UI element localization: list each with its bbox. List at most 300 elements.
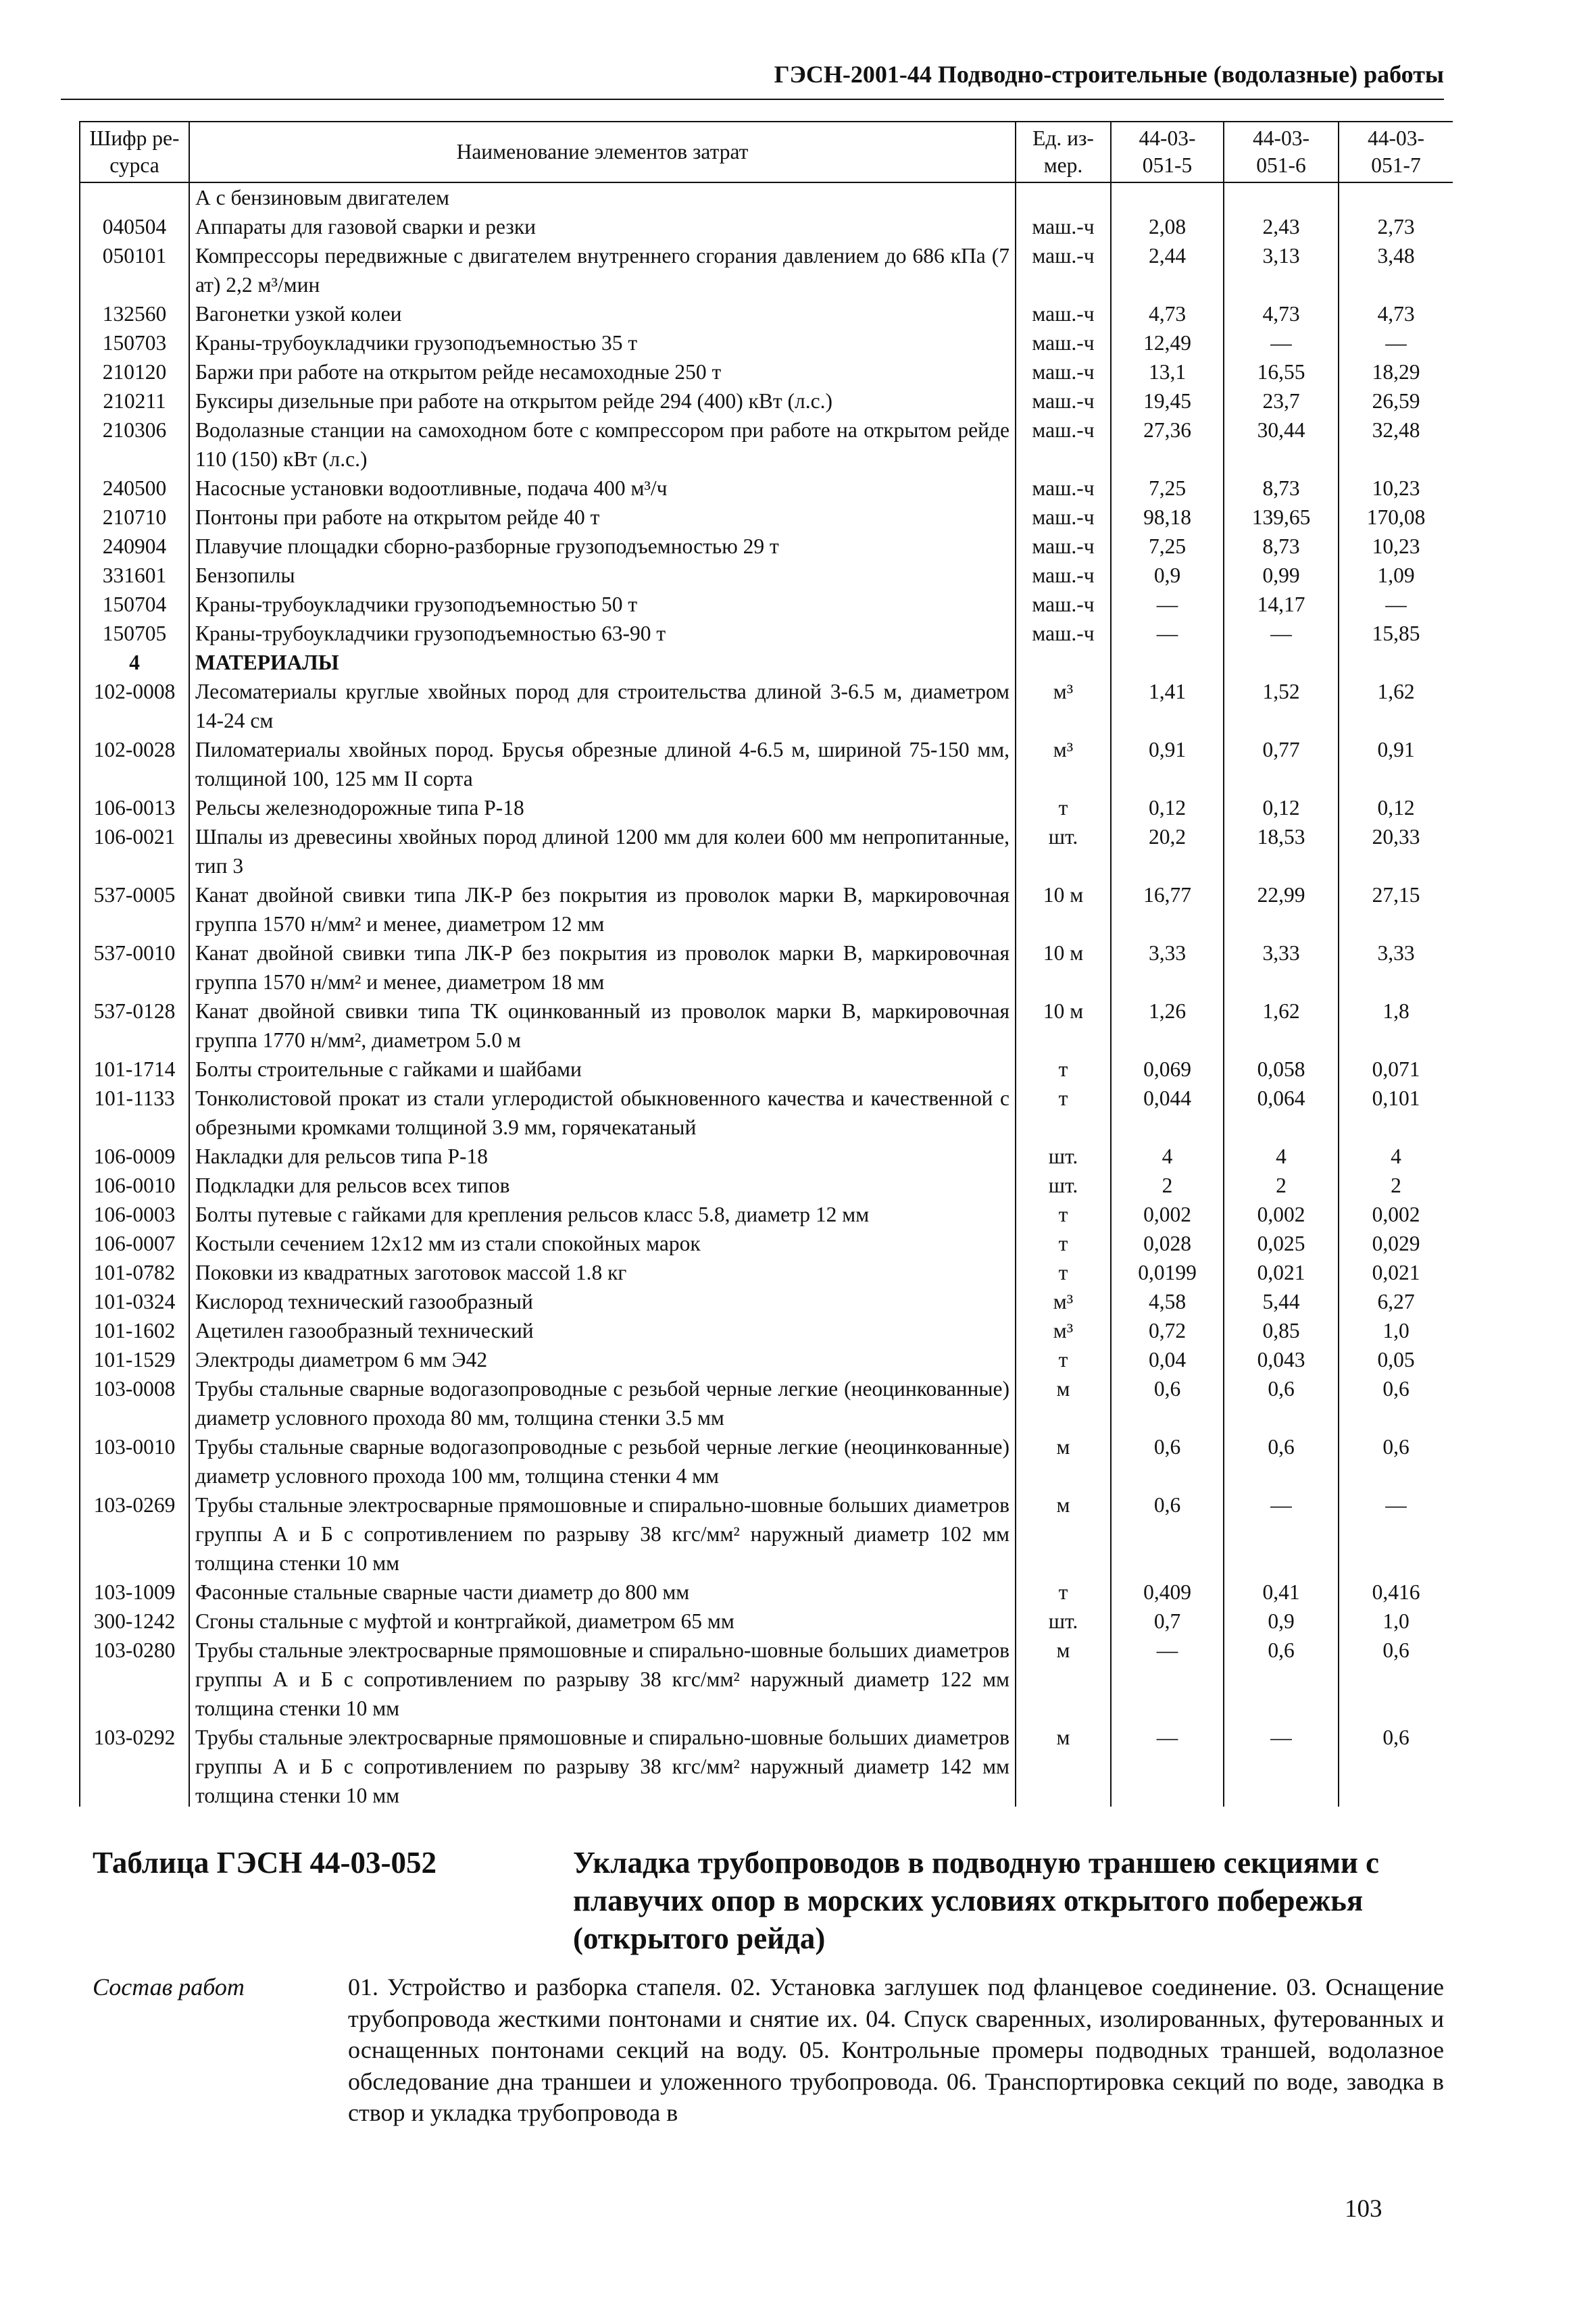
cell-name: Краны-трубоукладчики грузоподъемностью 35 т <box>189 328 1016 357</box>
cell-051-7: 0,6 <box>1339 1723 1453 1807</box>
cell-name: Канат двойной свивки типа ЛК-Р без покрытия из проволок марки В, маркировочная группа 1570 н/мм² и менее, диаметром 18 мм <box>189 938 1016 997</box>
cell-051-7: 4,73 <box>1339 299 1453 328</box>
cell-unit: т <box>1016 1084 1111 1142</box>
cell-name: Сгоны стальные с муфтой и контргайкой, диаметром 65 мм <box>189 1607 1016 1636</box>
cell-051-6: 1,52 <box>1224 677 1339 735</box>
cell-unit: маш.-ч <box>1016 299 1111 328</box>
col-header-code-line1: Шифр ре- <box>89 126 180 150</box>
cell-051-5: 0,12 <box>1111 793 1224 822</box>
page-number: 103 <box>1345 2195 1382 2223</box>
cell-code: 300-1242 <box>80 1607 189 1636</box>
table-row <box>80 1374 1453 1432</box>
cell-051-7: 3,48 <box>1339 241 1453 299</box>
cell-051-6: 0,025 <box>1224 1229 1339 1258</box>
cell-051-7: 0,029 <box>1339 1229 1453 1258</box>
cell-name: Бензопилы <box>189 561 1016 590</box>
cell-unit: т <box>1016 1229 1111 1258</box>
cell-name: А с бензиновым двигателем <box>189 182 1016 212</box>
cell-code: 101-1133 <box>80 1084 189 1142</box>
col-header-code-line2: сурса <box>109 153 159 177</box>
cell-code: 210306 <box>80 416 189 474</box>
cell-name: Трубы стальные электросварные прямошовные и спирально-шовные больших диаметров группы А и Б с сопротивлением по разрыву 38 кгс/мм² наружный диаметр 102 мм толщина стенки 10 мм <box>189 1490 1016 1578</box>
cell-unit: т <box>1016 1578 1111 1607</box>
cell-code: 210120 <box>80 357 189 386</box>
cell-code: 103-0008 <box>80 1374 189 1432</box>
cell-code: 150704 <box>80 590 189 619</box>
table-row <box>80 677 1453 735</box>
cell-051-6: 18,53 <box>1224 822 1339 880</box>
cell-051-5: 2,44 <box>1111 241 1224 299</box>
cell-name: Вагонетки узкой колеи <box>189 299 1016 328</box>
cell-code: 050101 <box>80 241 189 299</box>
cell-unit: м <box>1016 1432 1111 1490</box>
cell-051-5: 0,002 <box>1111 1200 1224 1229</box>
cell-051-5: 7,25 <box>1111 532 1224 561</box>
cell-051-5: 4 <box>1111 1142 1224 1171</box>
cell-051-6: — <box>1224 619 1339 648</box>
cell-051-7: 2,73 <box>1339 212 1453 241</box>
cell-051-5: — <box>1111 1636 1224 1723</box>
col-header-051-5-line2: 051-5 <box>1142 153 1193 177</box>
cell-051-6: 139,65 <box>1224 503 1339 532</box>
cell-unit <box>1016 648 1111 677</box>
cell-051-5: 12,49 <box>1111 328 1224 357</box>
cell-unit: м³ <box>1016 677 1111 735</box>
cell-051-7: 18,29 <box>1339 357 1453 386</box>
cell-code: 537-0010 <box>80 938 189 997</box>
cell-051-5: 13,1 <box>1111 357 1224 386</box>
cell-051-7: 10,23 <box>1339 474 1453 503</box>
cell-051-7: 0,91 <box>1339 735 1453 793</box>
cell-name: Компрессоры передвижные с двигателем внутреннего сгорания давлением до 686 кПа (7 ат) 2,2 м³/мин <box>189 241 1016 299</box>
cell-051-7: 1,0 <box>1339 1607 1453 1636</box>
cell-051-6: 0,058 <box>1224 1055 1339 1084</box>
cell-051-5: 2,08 <box>1111 212 1224 241</box>
cell-051-5: 98,18 <box>1111 503 1224 532</box>
cell-051-5: — <box>1111 590 1224 619</box>
cell-051-6: 5,44 <box>1224 1287 1339 1316</box>
cell-unit: 10 м <box>1016 938 1111 997</box>
cell-name: Болты путевые с гайками для крепления рельсов класс 5.8, диаметр 12 мм <box>189 1200 1016 1229</box>
section-row <box>80 648 1453 677</box>
cell-name: Тонколистовой прокат из стали углеродистой обыкновенного качества и качественной с обрезными кромками толщиной 3.9 мм, горячекатаный <box>189 1084 1016 1142</box>
header-rule <box>61 99 1444 100</box>
cell-051-5: 16,77 <box>1111 880 1224 938</box>
cell-unit: маш.-ч <box>1016 357 1111 386</box>
cell-051-5: 19,45 <box>1111 386 1224 416</box>
table-row <box>80 1287 1453 1316</box>
table-caption: Таблица ГЭСН 44-03-052 <box>93 1846 437 1880</box>
cell-unit: маш.-ч <box>1016 416 1111 474</box>
cell-unit: маш.-ч <box>1016 590 1111 619</box>
table-row <box>80 357 1453 386</box>
cell-051-7: 0,101 <box>1339 1084 1453 1142</box>
cell-051-6: 0,85 <box>1224 1316 1339 1345</box>
cell-051-5: 0,6 <box>1111 1490 1224 1578</box>
cell-unit: т <box>1016 793 1111 822</box>
cell-051-6: 0,99 <box>1224 561 1339 590</box>
cell-name: Понтоны при работе на открытом рейде 40 т <box>189 503 1016 532</box>
cell-unit <box>1016 182 1111 212</box>
cell-name: Фасонные стальные сварные части диаметр до 800 мм <box>189 1578 1016 1607</box>
cell-051-6: 0,12 <box>1224 793 1339 822</box>
cell-code: 101-1602 <box>80 1316 189 1345</box>
cell-051-7: 0,002 <box>1339 1200 1453 1229</box>
cell-unit: м³ <box>1016 1316 1111 1345</box>
cell-unit: шт. <box>1016 822 1111 880</box>
table-header-row <box>80 122 1453 182</box>
cell-code: 150703 <box>80 328 189 357</box>
cell-name: Канат двойной свивки типа ЛК-Р без покрытия из проволок марки В, маркировочная группа 1570 н/мм² и менее, диаметром 12 мм <box>189 880 1016 938</box>
table-row <box>80 1229 1453 1258</box>
cell-051-5: 0,409 <box>1111 1578 1224 1607</box>
cell-code: 240904 <box>80 532 189 561</box>
cell-unit: м <box>1016 1374 1111 1432</box>
cell-name: Насосные установки водоотливные, подача 400 м³/ч <box>189 474 1016 503</box>
cell-unit: маш.-ч <box>1016 474 1111 503</box>
cell-051-7: — <box>1339 1490 1453 1578</box>
table-row <box>80 1345 1453 1374</box>
cell-code: 101-1714 <box>80 1055 189 1084</box>
cell-051-5: 0,069 <box>1111 1055 1224 1084</box>
col-header-051-7 <box>1339 122 1453 182</box>
cell-051-6: 0,41 <box>1224 1578 1339 1607</box>
cell-unit: шт. <box>1016 1171 1111 1200</box>
col-header-051-7-line1: 44-03- <box>1368 126 1424 150</box>
cell-051-7: 2 <box>1339 1171 1453 1200</box>
table-row <box>80 822 1453 880</box>
cell-051-7: 10,23 <box>1339 532 1453 561</box>
table-body <box>80 182 1453 1807</box>
table-row <box>80 1578 1453 1607</box>
cell-051-6: — <box>1224 1490 1339 1578</box>
cell-051-7: 0,6 <box>1339 1374 1453 1432</box>
cell-051-7: 1,09 <box>1339 561 1453 590</box>
cell-051-6: 4,73 <box>1224 299 1339 328</box>
cell-051-7: — <box>1339 590 1453 619</box>
cell-name: Трубы стальные электросварные прямошовные и спирально-шовные больших диаметров группы А и Б с сопротивлением по разрыву 38 кгс/мм² наружный диаметр 122 мм толщина стенки 10 мм <box>189 1636 1016 1723</box>
cell-051-6: 16,55 <box>1224 357 1339 386</box>
cell-name: Краны-трубоукладчики грузоподъемностью 50 т <box>189 590 1016 619</box>
cell-051-5: 0,91 <box>1111 735 1224 793</box>
table-row <box>80 474 1453 503</box>
cell-051-6: 0,6 <box>1224 1374 1339 1432</box>
table-row <box>80 1055 1453 1084</box>
cell-051-6 <box>1224 648 1339 677</box>
cell-051-6: 3,13 <box>1224 241 1339 299</box>
table-row <box>80 212 1453 241</box>
cell-code: 537-0005 <box>80 880 189 938</box>
cell-051-6 <box>1224 182 1339 212</box>
cell-051-6: 4 <box>1224 1142 1339 1171</box>
col-header-051-7-line2: 051-7 <box>1371 153 1421 177</box>
table-title: Укладка трубопроводов в подводную траншею секциями с плавучих опор в морских условиях открытого побережья (открытого рейда) <box>573 1846 1380 1955</box>
cell-name: Канат двойной свивки типа ТК оцинкованный из проволок марки В, маркировочная группа 1770 н/мм², диаметром 5.0 м <box>189 997 1016 1055</box>
cell-051-5: 4,73 <box>1111 299 1224 328</box>
table-row <box>80 1490 1453 1578</box>
col-header-051-6-line1: 44-03- <box>1253 126 1310 150</box>
works-label: Состав работ <box>93 1973 245 2001</box>
cell-051-6: 0,043 <box>1224 1345 1339 1374</box>
cell-code: 210710 <box>80 503 189 532</box>
cell-code: 106-0010 <box>80 1171 189 1200</box>
cell-name: Электроды диаметром 6 мм Э42 <box>189 1345 1016 1374</box>
cell-051-7: 0,6 <box>1339 1432 1453 1490</box>
cell-051-6: 0,9 <box>1224 1607 1339 1636</box>
cell-name: Плавучие площадки сборно-разборные грузоподъемностью 29 т <box>189 532 1016 561</box>
cell-051-7: 4 <box>1339 1142 1453 1171</box>
cell-051-5: 0,0199 <box>1111 1258 1224 1287</box>
cell-name: Трубы стальные сварные водогазопроводные с резьбой черные легкие (неоцинкованные) диаметр условного прохода 100 мм, толщина стенки 4 мм <box>189 1432 1016 1490</box>
table-row <box>80 561 1453 590</box>
cell-051-5: 0,72 <box>1111 1316 1224 1345</box>
cell-code: 103-0010 <box>80 1432 189 1490</box>
cell-unit: т <box>1016 1258 1111 1287</box>
cell-code: 101-1529 <box>80 1345 189 1374</box>
cell-051-7: 0,021 <box>1339 1258 1453 1287</box>
cell-unit: т <box>1016 1055 1111 1084</box>
cell-051-7: 0,12 <box>1339 793 1453 822</box>
cell-code: 4 <box>80 648 189 677</box>
cell-unit: маш.-ч <box>1016 561 1111 590</box>
cell-name: Лесоматериалы круглые хвойных пород для строительства длиной 3-6.5 м, диаметром 14-24 см <box>189 677 1016 735</box>
col-header-051-5 <box>1111 122 1224 182</box>
cell-051-7: 1,62 <box>1339 677 1453 735</box>
cell-051-5: — <box>1111 1723 1224 1807</box>
col-header-name: Наименование элементов затрат <box>189 122 1016 182</box>
cell-051-5: — <box>1111 619 1224 648</box>
cell-code: 106-0007 <box>80 1229 189 1258</box>
running-header: ГЭСН-2001-44 Подводно-строительные (водолазные) работы <box>774 61 1444 88</box>
cell-051-5: 0,9 <box>1111 561 1224 590</box>
table-row <box>80 182 1453 212</box>
cell-unit: м <box>1016 1636 1111 1723</box>
cell-051-6: 8,73 <box>1224 532 1339 561</box>
cell-051-5: 0,6 <box>1111 1374 1224 1432</box>
cell-unit: 10 м <box>1016 997 1111 1055</box>
cell-unit: маш.-ч <box>1016 328 1111 357</box>
cell-051-6: 30,44 <box>1224 416 1339 474</box>
cell-name: Водолазные станции на самоходном боте с компрессором при работе на открытом рейде 110 (150) кВт (л.с.) <box>189 416 1016 474</box>
cell-code: 103-1009 <box>80 1578 189 1607</box>
cell-051-5: 0,7 <box>1111 1607 1224 1636</box>
cell-name: Аппараты для газовой сварки и резки <box>189 212 1016 241</box>
cell-unit: м <box>1016 1490 1111 1578</box>
cell-051-6: 1,62 <box>1224 997 1339 1055</box>
table-row <box>80 1723 1453 1807</box>
cell-051-6: 3,33 <box>1224 938 1339 997</box>
cell-name: Буксиры дизельные при работе на открытом рейде 294 (400) кВт (л.с.) <box>189 386 1016 416</box>
cell-051-5: 2 <box>1111 1171 1224 1200</box>
cell-unit: маш.-ч <box>1016 386 1111 416</box>
cell-051-7: 1,0 <box>1339 1316 1453 1345</box>
cell-051-5 <box>1111 648 1224 677</box>
cell-name: Ацетилен газообразный технический <box>189 1316 1016 1345</box>
cell-051-6: 14,17 <box>1224 590 1339 619</box>
cell-code: 331601 <box>80 561 189 590</box>
cell-name: Пиломатериалы хвойных пород. Брусья обрезные длиной 4-6.5 м, шириной 75-150 мм, толщиной 100, 125 мм II сорта <box>189 735 1016 793</box>
cell-051-7: 170,08 <box>1339 503 1453 532</box>
cell-051-6: — <box>1224 328 1339 357</box>
cell-051-5: 3,33 <box>1111 938 1224 997</box>
cell-051-7 <box>1339 648 1453 677</box>
cell-code: 103-0269 <box>80 1490 189 1578</box>
cell-051-6: 0,002 <box>1224 1200 1339 1229</box>
col-header-unit-line1: Ед. из- <box>1032 126 1094 150</box>
cell-unit: маш.-ч <box>1016 619 1111 648</box>
cell-unit: м³ <box>1016 1287 1111 1316</box>
cell-name: Трубы стальные электросварные прямошовные и спирально-шовные больших диаметров группы А и Б с сопротивлением по разрыву 38 кгс/мм² наружный диаметр 142 мм толщина стенки 10 мм <box>189 1723 1016 1807</box>
cell-051-7: 32,48 <box>1339 416 1453 474</box>
cell-051-6: 2,43 <box>1224 212 1339 241</box>
cell-051-7: 1,8 <box>1339 997 1453 1055</box>
table-row <box>80 299 1453 328</box>
cell-051-7: 15,85 <box>1339 619 1453 648</box>
cell-code: 210211 <box>80 386 189 416</box>
cell-051-5: 7,25 <box>1111 474 1224 503</box>
cell-051-5: 1,26 <box>1111 997 1224 1055</box>
cell-unit: маш.-ч <box>1016 212 1111 241</box>
table-row <box>80 735 1453 793</box>
cell-unit: т <box>1016 1345 1111 1374</box>
cell-name: Поковки из квадратных заготовок массой 1.8 кг <box>189 1258 1016 1287</box>
cell-051-7: 3,33 <box>1339 938 1453 997</box>
cell-051-6: 0,064 <box>1224 1084 1339 1142</box>
cell-051-6: 0,021 <box>1224 1258 1339 1287</box>
cell-051-6: 22,99 <box>1224 880 1339 938</box>
cell-051-7: 0,416 <box>1339 1578 1453 1607</box>
cell-code: 102-0008 <box>80 677 189 735</box>
cell-051-5 <box>1111 182 1224 212</box>
cell-code: 106-0021 <box>80 822 189 880</box>
cell-051-6: 0,77 <box>1224 735 1339 793</box>
cell-051-5: 20,2 <box>1111 822 1224 880</box>
cell-051-5: 0,6 <box>1111 1432 1224 1490</box>
table-row <box>80 1636 1453 1723</box>
cell-code: 106-0013 <box>80 793 189 822</box>
col-header-unit <box>1016 122 1111 182</box>
works-text: 01. Устройство и разборка стапеля. 02. Установка заглушек под фланцевое соединение. 03. Оснащение трубопровода жесткими понтонами и снятие их. 04. Спуск сваренных, изолированных, футерованных и оснащенных понтонами секций на воду. 05. Контрольные промеры подводных траншей, водолазное обследование дна траншеи и уложенного трубопровода. 06. Транспортировка секций по воде, заводка в створ и укладка трубопровода в <box>348 1973 1444 2126</box>
cell-name: Краны-трубоукладчики грузоподъемностью 63-90 т <box>189 619 1016 648</box>
cell-name: Болты строительные с гайками и шайбами <box>189 1055 1016 1084</box>
cell-051-7: 6,27 <box>1339 1287 1453 1316</box>
table-row <box>80 1084 1453 1142</box>
cell-code: 537-0128 <box>80 997 189 1055</box>
cell-051-7: 0,05 <box>1339 1345 1453 1374</box>
table-row <box>80 503 1453 532</box>
cell-051-7 <box>1339 182 1453 212</box>
cell-name: Шпалы из древесины хвойных пород длиной 1200 мм для колеи 600 мм непропитанные, тип 3 <box>189 822 1016 880</box>
table-row <box>80 328 1453 357</box>
cell-unit: шт. <box>1016 1142 1111 1171</box>
table-row <box>80 1432 1453 1490</box>
cell-unit: м <box>1016 1723 1111 1807</box>
cell-name: Костыли сечением 12х12 мм из стали спокойных марок <box>189 1229 1016 1258</box>
cell-code: 106-0003 <box>80 1200 189 1229</box>
resource-table <box>79 121 1453 1807</box>
cell-code: 150705 <box>80 619 189 648</box>
cell-051-6: 0,6 <box>1224 1432 1339 1490</box>
table-row <box>80 416 1453 474</box>
cell-code: 101-0324 <box>80 1287 189 1316</box>
table-row <box>80 590 1453 619</box>
cell-051-7: 27,15 <box>1339 880 1453 938</box>
cell-unit: м³ <box>1016 735 1111 793</box>
cell-051-6: 0,6 <box>1224 1636 1339 1723</box>
cell-code: 102-0028 <box>80 735 189 793</box>
cell-name: МАТЕРИАЛЫ <box>189 648 1016 677</box>
cell-051-7: 20,33 <box>1339 822 1453 880</box>
cell-name: Рельсы железнодорожные типа Р-18 <box>189 793 1016 822</box>
cell-051-5: 0,028 <box>1111 1229 1224 1258</box>
cell-051-6: 8,73 <box>1224 474 1339 503</box>
table-row <box>80 1316 1453 1345</box>
cell-name: Баржи при работе на открытом рейде несамоходные 250 т <box>189 357 1016 386</box>
cell-code <box>80 182 189 212</box>
table-row <box>80 1200 1453 1229</box>
cell-051-6: — <box>1224 1723 1339 1807</box>
resource-table-container <box>79 121 1453 1807</box>
cell-unit: т <box>1016 1200 1111 1229</box>
col-header-code <box>80 122 189 182</box>
cell-code: 240500 <box>80 474 189 503</box>
col-header-051-5-line1: 44-03- <box>1139 126 1196 150</box>
cell-name: Кислород технический газообразный <box>189 1287 1016 1316</box>
cell-code: 106-0009 <box>80 1142 189 1171</box>
col-header-051-6-line2: 051-6 <box>1256 153 1306 177</box>
cell-code: 103-0292 <box>80 1723 189 1807</box>
table-row <box>80 619 1453 648</box>
cell-code: 132560 <box>80 299 189 328</box>
cell-code: 040504 <box>80 212 189 241</box>
cell-unit: маш.-ч <box>1016 532 1111 561</box>
table-row <box>80 938 1453 997</box>
table-row <box>80 793 1453 822</box>
cell-051-7: 26,59 <box>1339 386 1453 416</box>
cell-051-7: 0,071 <box>1339 1055 1453 1084</box>
cell-unit: шт. <box>1016 1607 1111 1636</box>
cell-051-7: 0,6 <box>1339 1636 1453 1723</box>
cell-name: Подкладки для рельсов всех типов <box>189 1171 1016 1200</box>
cell-051-5: 0,044 <box>1111 1084 1224 1142</box>
cell-unit: маш.-ч <box>1016 503 1111 532</box>
cell-unit: 10 м <box>1016 880 1111 938</box>
cell-051-5: 27,36 <box>1111 416 1224 474</box>
col-header-051-6 <box>1224 122 1339 182</box>
cell-unit: маш.-ч <box>1016 241 1111 299</box>
table-row <box>80 997 1453 1055</box>
col-header-unit-line2: мер. <box>1043 153 1083 177</box>
table-row <box>80 880 1453 938</box>
cell-051-5: 4,58 <box>1111 1287 1224 1316</box>
cell-051-6: 2 <box>1224 1171 1339 1200</box>
cell-051-6: 23,7 <box>1224 386 1339 416</box>
cell-051-7: — <box>1339 328 1453 357</box>
table-row <box>80 1171 1453 1200</box>
cell-code: 101-0782 <box>80 1258 189 1287</box>
cell-051-5: 0,04 <box>1111 1345 1224 1374</box>
table-row <box>80 386 1453 416</box>
cell-code: 103-0280 <box>80 1636 189 1723</box>
table-row <box>80 1142 1453 1171</box>
cell-name: Трубы стальные сварные водогазопроводные с резьбой черные легкие (неоцинкованные) диаметр условного прохода 80 мм, толщина стенки 3.5 мм <box>189 1374 1016 1432</box>
cell-name: Накладки для рельсов типа Р-18 <box>189 1142 1016 1171</box>
table-row <box>80 1258 1453 1287</box>
table-row <box>80 532 1453 561</box>
table-row <box>80 241 1453 299</box>
table-row <box>80 1607 1453 1636</box>
cell-051-5: 1,41 <box>1111 677 1224 735</box>
